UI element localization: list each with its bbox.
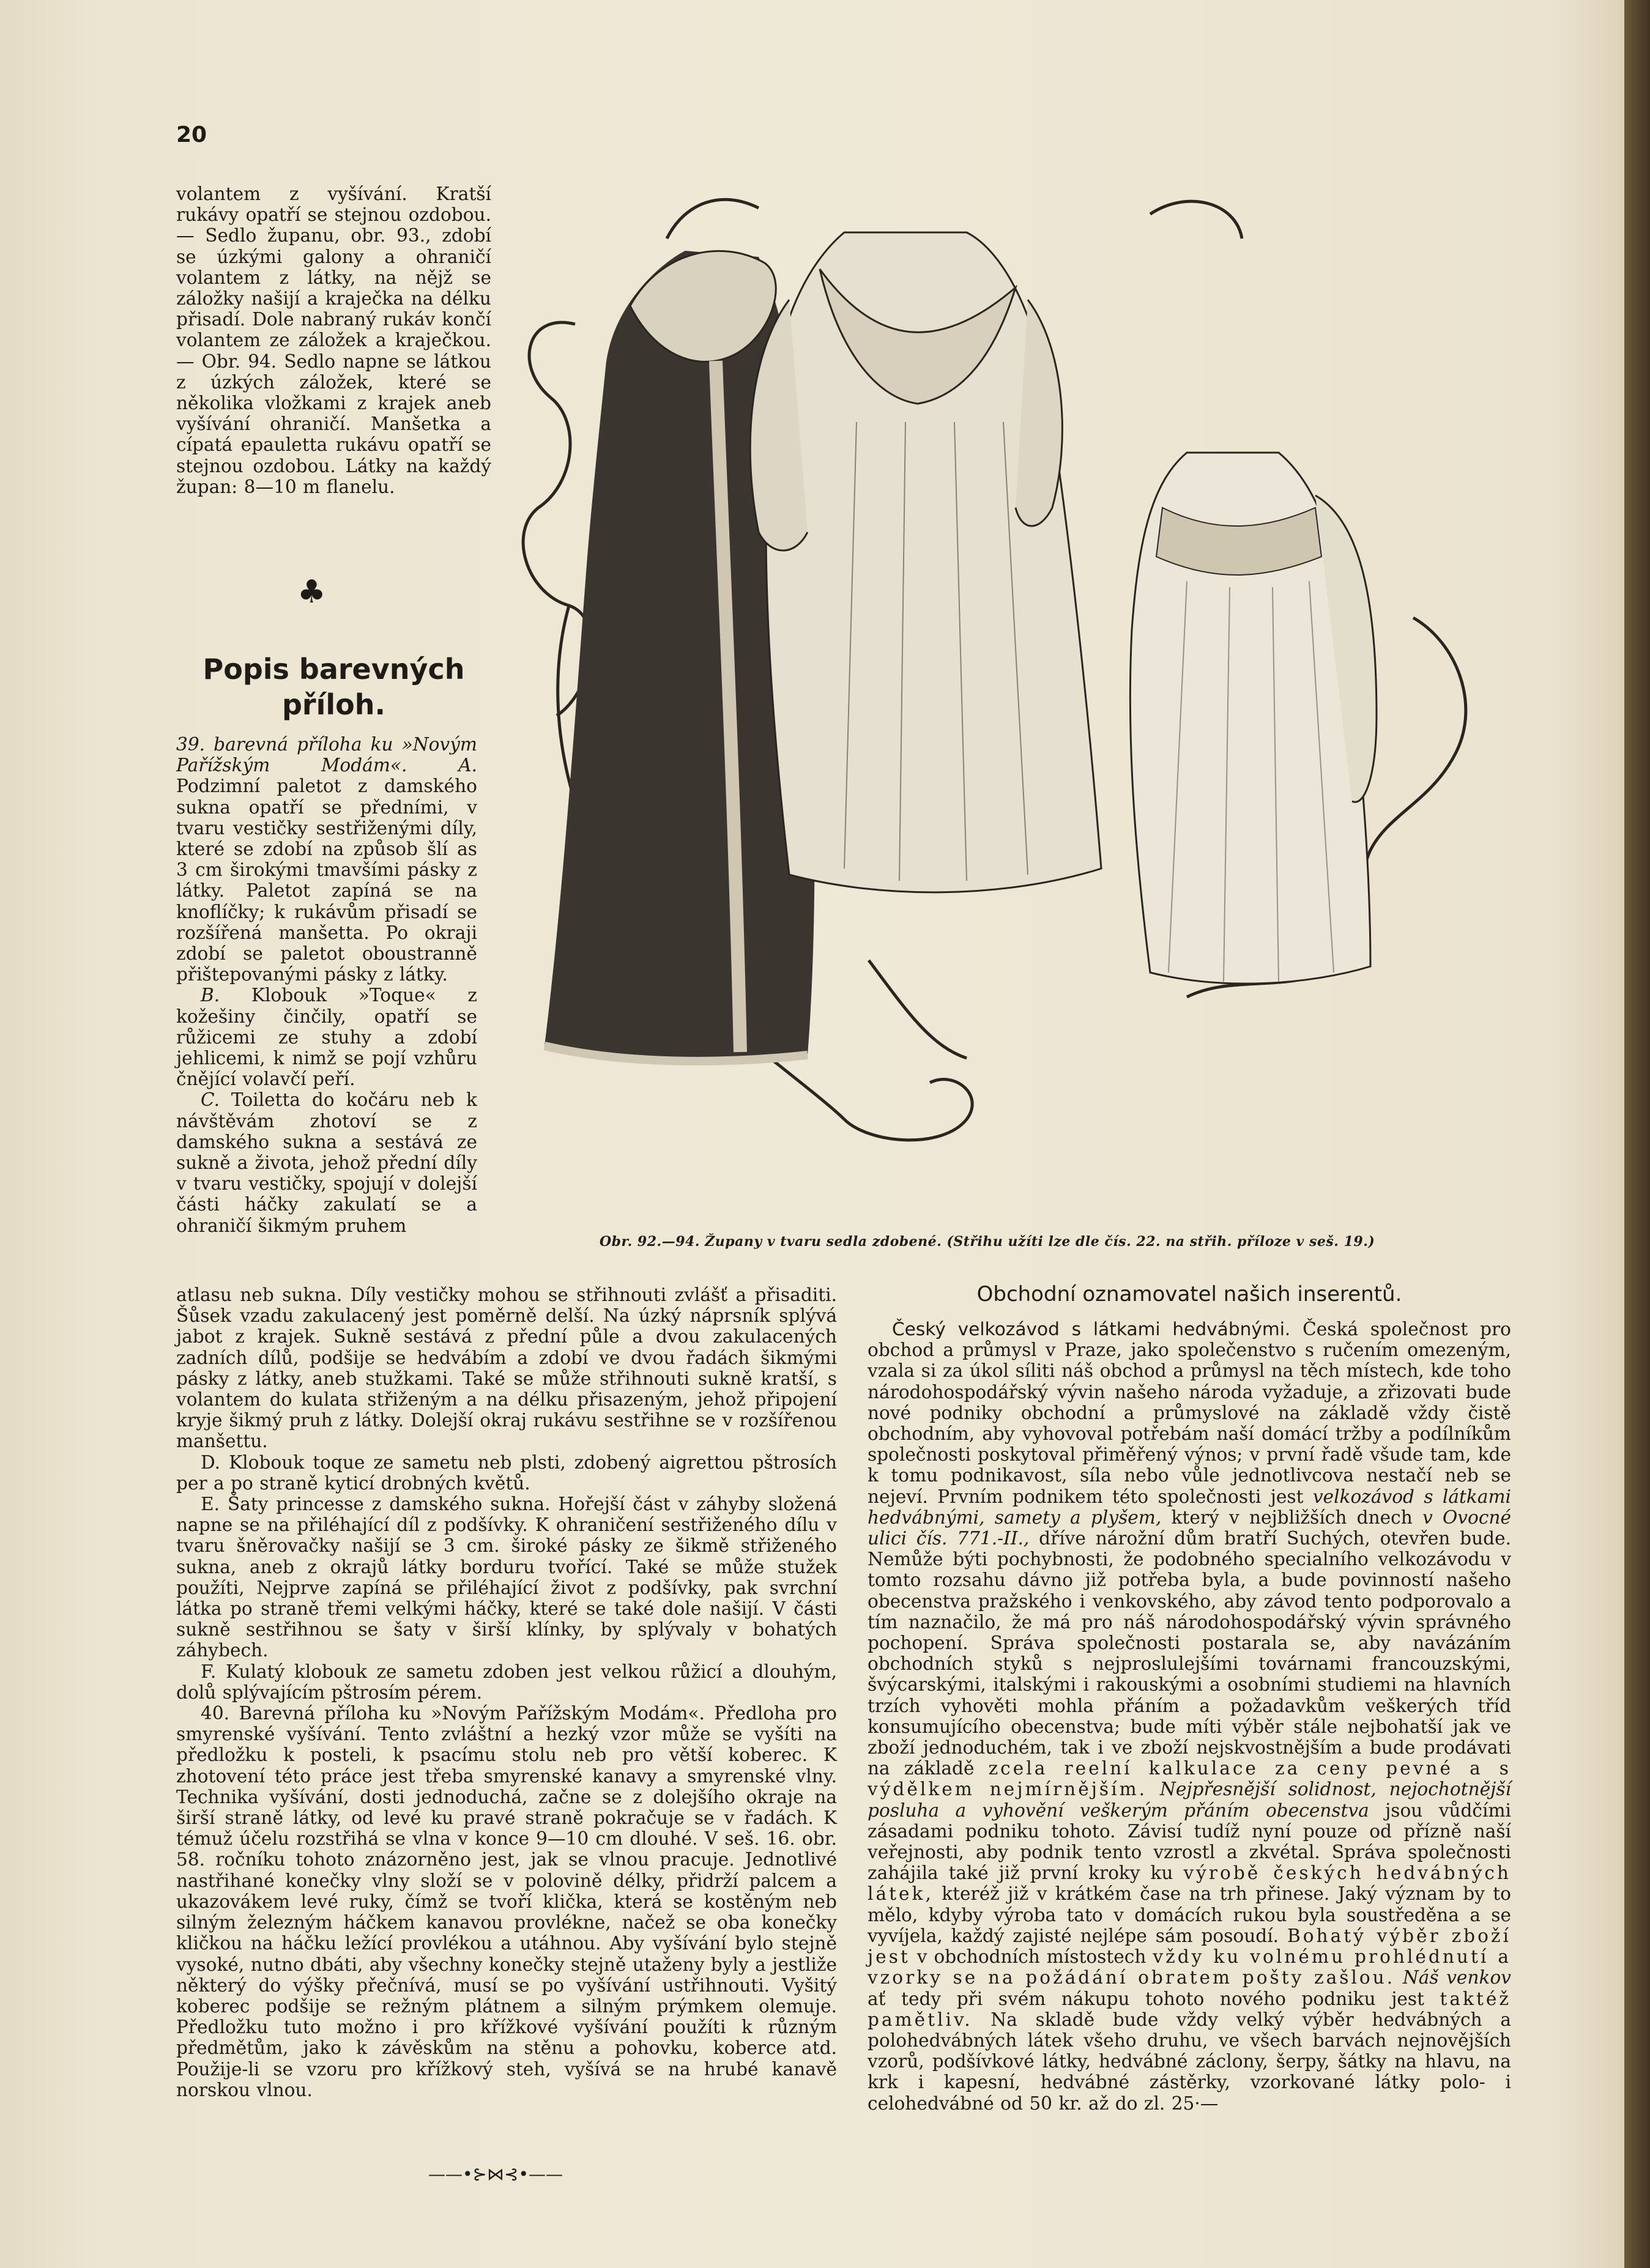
advert-emphasis: v Ovocné ulici čís. 771.-II.,	[868, 1506, 1511, 1549]
advert-text: jsou vůdčími zásadami podniku tohoto. Závisí tudíž nyní pouze od přízně naší veřejnosti, aby podnik tento vzrostl a zkvétal. Správa společnosti zahájila také již první kroky ku	[868, 1799, 1511, 1884]
item39-paragraph	[176, 734, 477, 985]
item-b-text: Klobouk »Toque« z kožešiny činčily, opatří se růžicemi ze stuhy a zdobí jehlicemi, k nimž se pojí vzhůru čnějící volavčí peří.	[176, 985, 477, 1090]
item-b-label: B.	[201, 985, 220, 1006]
right-column-title: Obchodní oznamovatel našich inserentů.	[976, 1282, 1402, 1306]
item39-label: 39. barevná příloha ku »Novým Pařížským Modám«.	[176, 734, 477, 776]
item-b-paragraph	[176, 985, 477, 1089]
advert-text: Na skladě bude vždy velký výběr hedvábných a polohedvábných látek všeho druhu, ve všech barvách nejnovějších vzorů, podšívkové látky, hedvábné záclony, šerpy, šátky na hlavu, na krk i kapesní, hedvábné zástěrky, vzorkované látky polo- i celohedvábné od 50 kr. až do zl. 25·—	[868, 2009, 1511, 2114]
popis-wide-paragraph: atlasu neb sukna. Díly vestičky mohou se střihnouti zvlášť a přisaditi. Šůsek vzadu zakulacený jest poměrně delší. Na úzký náprsník splývá jabot z krajek. Sukně sestává z přední půle a dvou zakulacených zadních dílů, podšije se hedvábím a zdobí ve dvou řadách šikmými pásky z látky, aneb stužkami. Také se může střihnouti sukně kratší, s volantem do kulata střiženým a na délku přisazeným, jehož připojení kryje šikmý pruh z látky. Dolejší okraj rukávu sestřihne se v rozšířenou manšettu.	[176, 1284, 837, 1452]
advert-emphasis: velkozávod s látkami hedvábnými, samety a plyšem,	[868, 1486, 1511, 1528]
figure-caption: Obr. 92.—94. Župany v tvaru sedla zdobené. (Střihu užíti lze dle čís. 22. na střih. příloze v seš. 19.)	[600, 1234, 1375, 1250]
item-c-paragraph	[176, 1089, 477, 1236]
popis-wide-paragraph: F. Kulatý klobouk ze sametu zdoben jest velkou růžicí a dlouhým, dolů splývajícím pštrosím pérem.	[176, 1661, 837, 1703]
advert-spaced: taktéž pamětliv.	[868, 1988, 1511, 2030]
gowns-illustration	[502, 165, 1511, 1242]
advert-lead: Český velkozávod s látkami hedvábnými.	[892, 1319, 1291, 1340]
advert-emphasis: Náš venkov	[1402, 1967, 1511, 1988]
right-column	[868, 1319, 1511, 2114]
binding-edge	[1624, 0, 1650, 2268]
page-number: 20	[176, 122, 207, 147]
popis-wide-column	[176, 1284, 837, 2100]
advert-paragraph	[868, 1319, 1511, 2114]
left-top-paragraph: volantem z vyšívání. Kratší rukávy opatří se stejnou ozdobou. — Sedlo županu, obr. 93., zdobí se úzkými galony a ohraničí volantem z látky, na nějž se záložky našijí a kraječka na délku přisadí. Dole nabraný rukáv končí volantem ze záložek a kraječkou. — Obr. 94. Sedlo napne se látkou z úzkých záložek, které se několika vložkami z krajek aneb vyšívání ohraničí. Manšetka a cípatá epauletta rukávu opatří se stejnou ozdobou. Látky na každý župan: 8—10 m flanelu.	[176, 183, 491, 497]
advert-text: ať tedy při svém nákupu tohoto nového podniku jest	[868, 1988, 1424, 2009]
item-a-label: A.	[458, 755, 477, 776]
advert-spaced: Bohatý výběr zboží jest	[868, 1925, 1511, 1968]
advert-text: kteréž již v krátkém čase na trh přinese. Jaký význam by to mělo, kdyby výroba tato v domácích rukou byla soustředěna a se vyvíjela, každý zajisté nejlépe sám posoudí.	[868, 1883, 1511, 1946]
advert-emphasis: Nejpřesnější solidnost, nejochotnější posluha a vyhovění veškerým přáním obecenstva	[868, 1779, 1511, 1821]
popis-narrow-column	[176, 734, 477, 1236]
advert-text: Česká společnost pro obchod a průmysl v Praze, jako společenstvo s ručením omezeným, vzala si za úkol síliti náš obchod a průmysl na těch místech, kde toho národohospodářský vývin našeho národa vyžaduje, a zřizovati bude nové podniky obchodní a průmyslové na základě vždy čistě obchodním, aby vyhovoval potřebám naší domácí tržby a podílníkům společnosti poskytoval přiměřený výnos; v první řadě všude tam, kde k tomu podnikavost, síla nebo vůle jednotlivcova nestačí neb se nejeví. Prvním podnikem této společnosti jest	[868, 1319, 1511, 1507]
advert-spaced: vždy ku volnému prohlédnutí a vzorky se na požádání obratem pošty zašlou.	[868, 1946, 1511, 1988]
item-c-label: C.	[201, 1089, 220, 1111]
advert-spaced: výrobě českých hedvábných látek,	[868, 1862, 1511, 1905]
clover-ornament-icon: ♣	[297, 574, 326, 610]
advert-spaced: zcela reelní kalkulace za ceny pevné a s výdělkem nejmírnějším.	[868, 1758, 1511, 1800]
popis-wide-paragraph: D. Klobouk toque ze sametu neb plsti, zdobený aigrettou pštrosích per a po straně kyticí drobných květů.	[176, 1451, 837, 1494]
advert-text: dříve nárožní dům bratří Suchých, otevřen bude. Nemůže býti pochybnosti, že podobného specialního velkozávodu v tomto rozsahu dávno již potřeba byla, a bude povinností našeho obecenstva pražského i venkovského, aby závod tento podporovalo a tím naznačilo, že má pro náš národohospodářský vývin správného pochopení. Správa společnosti postarala se, aby navázáním obchodních styků s nejproslulejšími továrnami francouzskými, švýcarskými, italskými i rakouskými a osobními studiemi na hlavních trzích vyhověti mohla přáním a požadavkům veškerých tříd konsumujícího obecenstva; bude míti výběr stále nejbohatší jak ve zboží jednoduchém, tak i ve zboží nejskvostnějším a bude prodávati na základě	[868, 1528, 1511, 1779]
popis-wide-paragraph: E. Šaty princesse z damského sukna. Hořejší část v záhyby složená napne se na přiléhající díl z podšívky. K ohraničení sestřiženého dílu v tvaru šněrovačky našijí se 3 cm. široké pásky ze šikmě střiženého sukna, aneb z okrajů látky borduru tvořící. Také se může stužek použíti, Nejprve zapíná se přiléhající život z podšívky, pak svrchní látka po straně třemi velkými háčky, které se také dole našijí. V části sukně sestřihnou se šaty v širší klínky, by splývaly v bohatých záhybech.	[176, 1494, 837, 1661]
fleuron-ornament: ——•⊱⋈⊰•——	[428, 2164, 563, 2184]
section-title: Popis barevných příloh.	[203, 653, 465, 721]
item-c-text: Toiletta do kočáru neb k návštěvám zhotoví se z damského sukna a sestává ze sukně a života, jehož přední díly v tvaru vestičky, spojují v dolejší části háčky zakulatí se a ohraničí šikmým pruhem	[176, 1089, 477, 1236]
advert-text: který v nejbližších dnech	[1171, 1506, 1413, 1528]
advert-text: v obchodních místostech	[916, 1946, 1146, 1968]
item-a-text: Podzimní paletot z damského sukna opatří se předními, v tvaru vestičky sestřiženými díly, které se zdobí na způsob šlí as 3 cm širokými tmavšími pásky z látky. Paletot zapíná se na knoflíčky; k rukávům přisadí se rozšířená manšetta. Po okraji zdobí se paletot oboustranně přištepovanými pásky z látky.	[176, 776, 477, 985]
popis-wide-paragraph: 40. Barevná příloha ku »Novým Pařížským Modám«. Předloha pro smyrenské vyšívání. Tento zvláštní a hezký vzor může se vyšíti na předložku k posteli, k psacímu stolu neb pro větší koberec. K zhotovení této práce jest třeba smyrenské kanavy a smyrenské vlny. Technika vyšívání, dosti jednoduchá, začne se z dolejšího okraje na širší straně látky, od levé ku pravé straně pokračuje se v řadách. K témuž účelu rozstřihá se vlna v konce 9—10 cm dlouhé. V seš. 16. obr. 58. ročníku tohoto znázorněno jest, jak se vlnou pracuje. Jednotlivé nastřihané konečky vlny složí se v polovině délky, přidrží palcem a ukazovákem levé ruky, čímž se tvoří klička, která se kostěným neb silným železným háčkem kanavou provlékne, načež se oba konečky kličkou na háčku ležící provlékou a utáhnou. Aby vyšívání bylo stejně vysoké, nutno dbáti, aby všechny konečky stejně utaženy byly a jestliže některý do výšky přečnívá, musí se po vyšívání ustřihnouti. Vyšitý koberec podšije se režným plátnem a silným prýmkem olemuje. Předložku tuto možno i pro křížkové vyšívání použíti k různým předmětům, jako k závěskům na stěnu a pohovku, koberce atd. Použije-li se vzoru pro křížkový steh, vyšívá se na hrubé kanavě norskou vlnou.	[176, 1703, 837, 2100]
